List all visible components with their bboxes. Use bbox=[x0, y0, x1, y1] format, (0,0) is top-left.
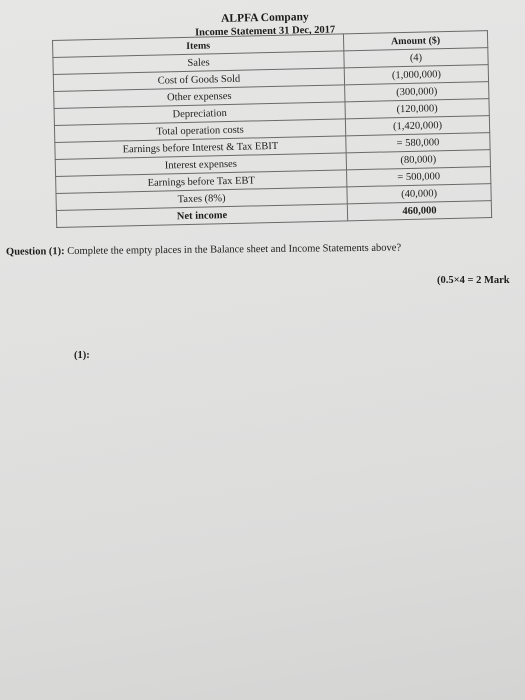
row-amount: (40,000) bbox=[347, 184, 491, 204]
row-amount: = 500,000 bbox=[347, 167, 491, 187]
row-item: Sales bbox=[53, 51, 344, 75]
statement-title: Income Statement 31 Dec, 2017 bbox=[194, 24, 336, 39]
row-item: Other expenses bbox=[54, 85, 345, 109]
row-amount: (4) bbox=[344, 48, 488, 68]
question-label: Question (1): bbox=[5, 246, 65, 258]
income-statement-table bbox=[52, 30, 492, 228]
amount-header: Amount ($) bbox=[343, 31, 487, 51]
company-name: ALPFA Company bbox=[220, 11, 309, 25]
question-text: Complete the empty places in the Balance sheet and Income Statements above? bbox=[67, 242, 402, 258]
question-line bbox=[6, 241, 521, 257]
row-item: Taxes (8%) bbox=[56, 187, 347, 211]
row-item: Depreciation bbox=[54, 102, 345, 126]
marks-allocation: (0.5×4 = 2 Mark bbox=[437, 275, 510, 286]
row-amount: (300,000) bbox=[345, 82, 489, 102]
row-amount: = 580,000 bbox=[346, 133, 490, 153]
row-item: Net income bbox=[56, 204, 347, 228]
income-statement-table-wrapper bbox=[52, 30, 492, 228]
row-item: Interest expenses bbox=[55, 153, 346, 177]
row-amount: (1,420,000) bbox=[345, 116, 489, 136]
row-amount: (1,000,000) bbox=[344, 65, 488, 85]
row-amount: (120,000) bbox=[345, 99, 489, 119]
row-amount: 460,000 bbox=[347, 201, 491, 221]
row-item: Total operation costs bbox=[54, 119, 345, 143]
row-item: Earnings before Interest & Tax EBIT bbox=[55, 136, 346, 160]
row-item: Earnings before Tax EBT bbox=[56, 170, 347, 194]
row-amount: (80,000) bbox=[346, 150, 490, 170]
answer-part-label: (1): bbox=[74, 350, 90, 361]
items-header: Items bbox=[53, 34, 344, 58]
row-item: Cost of Goods Sold bbox=[53, 68, 344, 92]
